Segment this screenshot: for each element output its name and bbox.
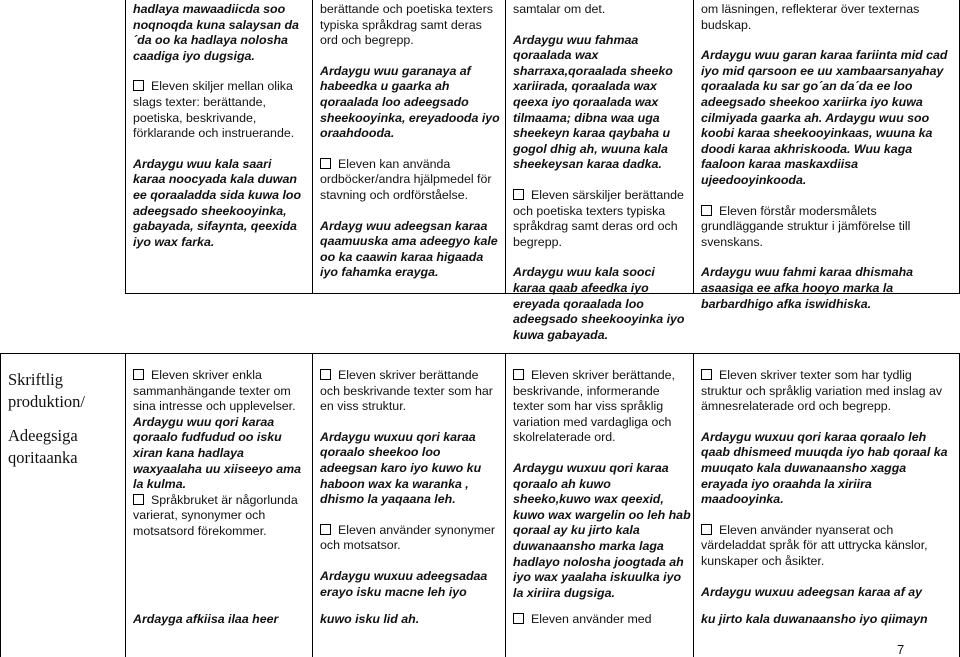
somali-text: Ardaygu wuu garan karaa fariinta mid cad iyo mid qarsoon ee uu xambaarsanyahay qoraalada ku sar go´an da´da ee loo adeegsado sheekoo xariirka iyo kuwa cilmiyada gaarka ah. Ardaygu wuu soo koobi karaa sheekooyinkaas, wuuna ka doodi karaa akhriskooda. Wuu kaga faaloon karaa maskaxdiisa ujeedooyinkooda. [701, 48, 948, 187]
swedish-text: Eleven använder nyanserat och värdeladdat språk för att uttrycka känslor, kunskaper och åsikter. [701, 522, 928, 568]
swedish-text: Eleven särskiljer berättande och poetiska texters typiska språkdrag samt deras ord och begrepp. [513, 187, 684, 249]
row-label [8, 369, 122, 489]
divider [0, 353, 1, 657]
somali-text: ku jirto kala duwanaansho iyo qiimayn [701, 612, 928, 626]
somali-text: Ardaygu wuxuu qori karaa qoraalo ah kuwo sheeko,kuwo wax qeexid, kuwo wax wargelin oo leh hab qoraal ay ku jirto kala duwanaansho marka laga hadlayo nolosha joogtada ah iyo wax yaalaha iskuulka iyo la xiriira dugsiga. [513, 460, 691, 600]
checkbox-icon[interactable] [133, 80, 144, 91]
top-cell-4 [701, 2, 955, 311]
row-label-line: qoritaanka [8, 448, 78, 467]
criterion-item [701, 523, 955, 570]
checkbox-icon[interactable] [513, 189, 524, 200]
page-number: 7 [897, 642, 905, 657]
swedish-text: Eleven använder synonymer och motsatsor. [320, 522, 496, 553]
checkbox-icon[interactable] [133, 494, 144, 505]
divider [693, 353, 694, 657]
somali-text: Ardaygu wuxuu adeegsadaa erayo isku macne leh iyo [320, 568, 488, 599]
row-label-line: Adeegsiga [8, 426, 78, 445]
criterion-item [513, 368, 691, 446]
checkbox-icon[interactable] [513, 369, 524, 380]
somali-text: Ardaygu wuxuu adeegsan karaa af ay [701, 584, 923, 599]
top-cell-2 [320, 2, 500, 292]
somali-text: Ardaygu wuu qori karaa qoraalo fudfudud oo isku xiran kana hadlaya waxyaalaha uu xiiseeyo ama la kulma. [133, 414, 302, 492]
divider [125, 353, 126, 657]
swedish-text: Eleven skiljer mellan olika slags texter: berättande, poetiska, beskrivande, förklarande och instruerande. [133, 79, 295, 141]
checkbox-icon[interactable] [513, 613, 524, 624]
swedish-text: Språkbruket är någorlunda varierat, synonymer och motsatsord förekommer. [133, 492, 298, 538]
somali-text: Ardaygu wuu garanaya af habeedka u gaarka ah qoraalada loo adeegsado sheekooyinka, ereyadooda iyo oraahdooda. [320, 63, 500, 141]
swedish-text: Eleven förstår modersmålets grundläggande struktur i jämförelse till svenskans. [701, 203, 911, 249]
checkbox-icon[interactable] [701, 205, 712, 216]
somali-text: Ardayg wuu adeegsan karaa qaamuuska ama adeegyo kale oo ka caawin karaa higaada iyo fahamka erayga. [320, 218, 498, 280]
criterion-item [133, 79, 305, 141]
divider [125, 0, 126, 294]
divider [0, 353, 960, 354]
somali-text: kuwo isku lid ah. [320, 612, 420, 626]
bottom-cell-3 [513, 368, 691, 633]
criterion-item [701, 368, 955, 415]
bottom-cell-3-continuation [513, 612, 691, 630]
somali-text: Ardaygu wuxuu qori karaa qoraalo sheekoo loo adeegsan karo iyo kuwo ku haboon wax ka waranka , dhismo la yaqaana leh. [320, 429, 482, 507]
divider [505, 0, 506, 294]
bottom-cell-4 [701, 368, 955, 633]
swedish-text: Eleven kan använda ordböcker/andra hjälpmedel för stavning och ordförståelse. [320, 156, 492, 202]
swedish-text: om läsningen, reflekterar över texternas budskap. [701, 2, 920, 32]
divider [312, 0, 313, 294]
checkbox-icon[interactable] [320, 369, 331, 380]
somali-text: hadlaya mawaadiicda soo noqnoqda kuna salaysan da´da oo ka hadlaya nolosha caadiga iyo dugsiga. [133, 2, 299, 63]
somali-text: Ardaygu wuu fahmaa qoraalada wax sharraxa,qoraalada sheeko xariirada, qoraalada wax qeexa iyo qoraalada wax tilmaama; dibna waa uga sheekeyn karaa qaybaha u gogol dhig ah, wuuna kala sheekeysan karaa dadka. [513, 32, 673, 172]
top-cell-3 [513, 2, 689, 342]
checkbox-icon[interactable] [320, 524, 331, 535]
swedish-text: Eleven skriver berättande och beskrivande texter som har en viss struktur. [320, 368, 493, 414]
swedish-text: Eleven använder med [531, 612, 652, 626]
somali-text: Ardaygu wuu kala saari karaa noocyada kala duwan ee qoraaladda sida kuwa loo adeegsado sheekooyinka, gabayada, sifaynta, qeexida iyo wax farka. [133, 156, 302, 249]
criterion-item [701, 204, 955, 251]
bottom-cell-2 [320, 368, 500, 633]
swedish-text: Eleven skriver texter som har tydlig struktur och språklig variation med inslag av ämnesrelaterade ord och begrepp. [701, 368, 943, 414]
criterion-item [133, 368, 308, 415]
somali-text: Ardaygu wuu fahmi karaa dhismaha asaasiga ee afka hooyo marka la barbardhigo afka iswidhiska. [701, 265, 914, 311]
swedish-text: samtalar om det. [513, 2, 606, 16]
bottom-cell-1-continuation [133, 612, 308, 630]
criterion-item [133, 493, 308, 540]
row-label-line: Skriftlig [8, 370, 64, 389]
somali-text: Ardaygu wuxuu qori karaa qoraalo leh qaab dhismeed muuqda iyo hab qoraal ka muuqato kala duwanaansho xagga erayada iyo oraahda la xiriira maadooyinka. [701, 429, 948, 507]
criterion-item [513, 612, 691, 628]
checkbox-icon[interactable] [701, 369, 712, 380]
criterion-item [320, 157, 500, 204]
bottom-cell-1 [133, 368, 308, 633]
swedish-text: berättande och poetiska texters typiska språkdrag samt deras ord och begrepp. [320, 2, 493, 48]
swedish-text: Eleven skriver berättande, beskrivande, informerande texter som har viss språklig variation med vardagliga och skolrelaterade ord. [513, 368, 675, 445]
row-label-line: produktion/ [8, 392, 85, 411]
divider [505, 353, 506, 657]
somali-text: Ardayga afkiisa ilaa heer [133, 612, 279, 626]
divider [312, 353, 313, 657]
bottom-cell-4-continuation [701, 612, 955, 630]
bottom-cell-2-continuation [320, 612, 500, 630]
checkbox-icon[interactable] [701, 524, 712, 535]
somali-text: Ardaygu wuu kala sooci karaa qaab afeedka iyo ereyada qoraalada loo adeegsado sheekooyinka iyo kuwa gabayada. [513, 265, 685, 342]
checkbox-icon[interactable] [320, 158, 331, 169]
criterion-item [320, 523, 500, 554]
divider [693, 0, 694, 294]
criterion-item [513, 188, 689, 250]
top-cell-1 [133, 2, 305, 292]
checkbox-icon[interactable] [133, 369, 144, 380]
swedish-text: Eleven skriver enkla sammanhängande texter om sina intresse och upplevelser. [133, 368, 296, 414]
criterion-item [320, 368, 500, 415]
